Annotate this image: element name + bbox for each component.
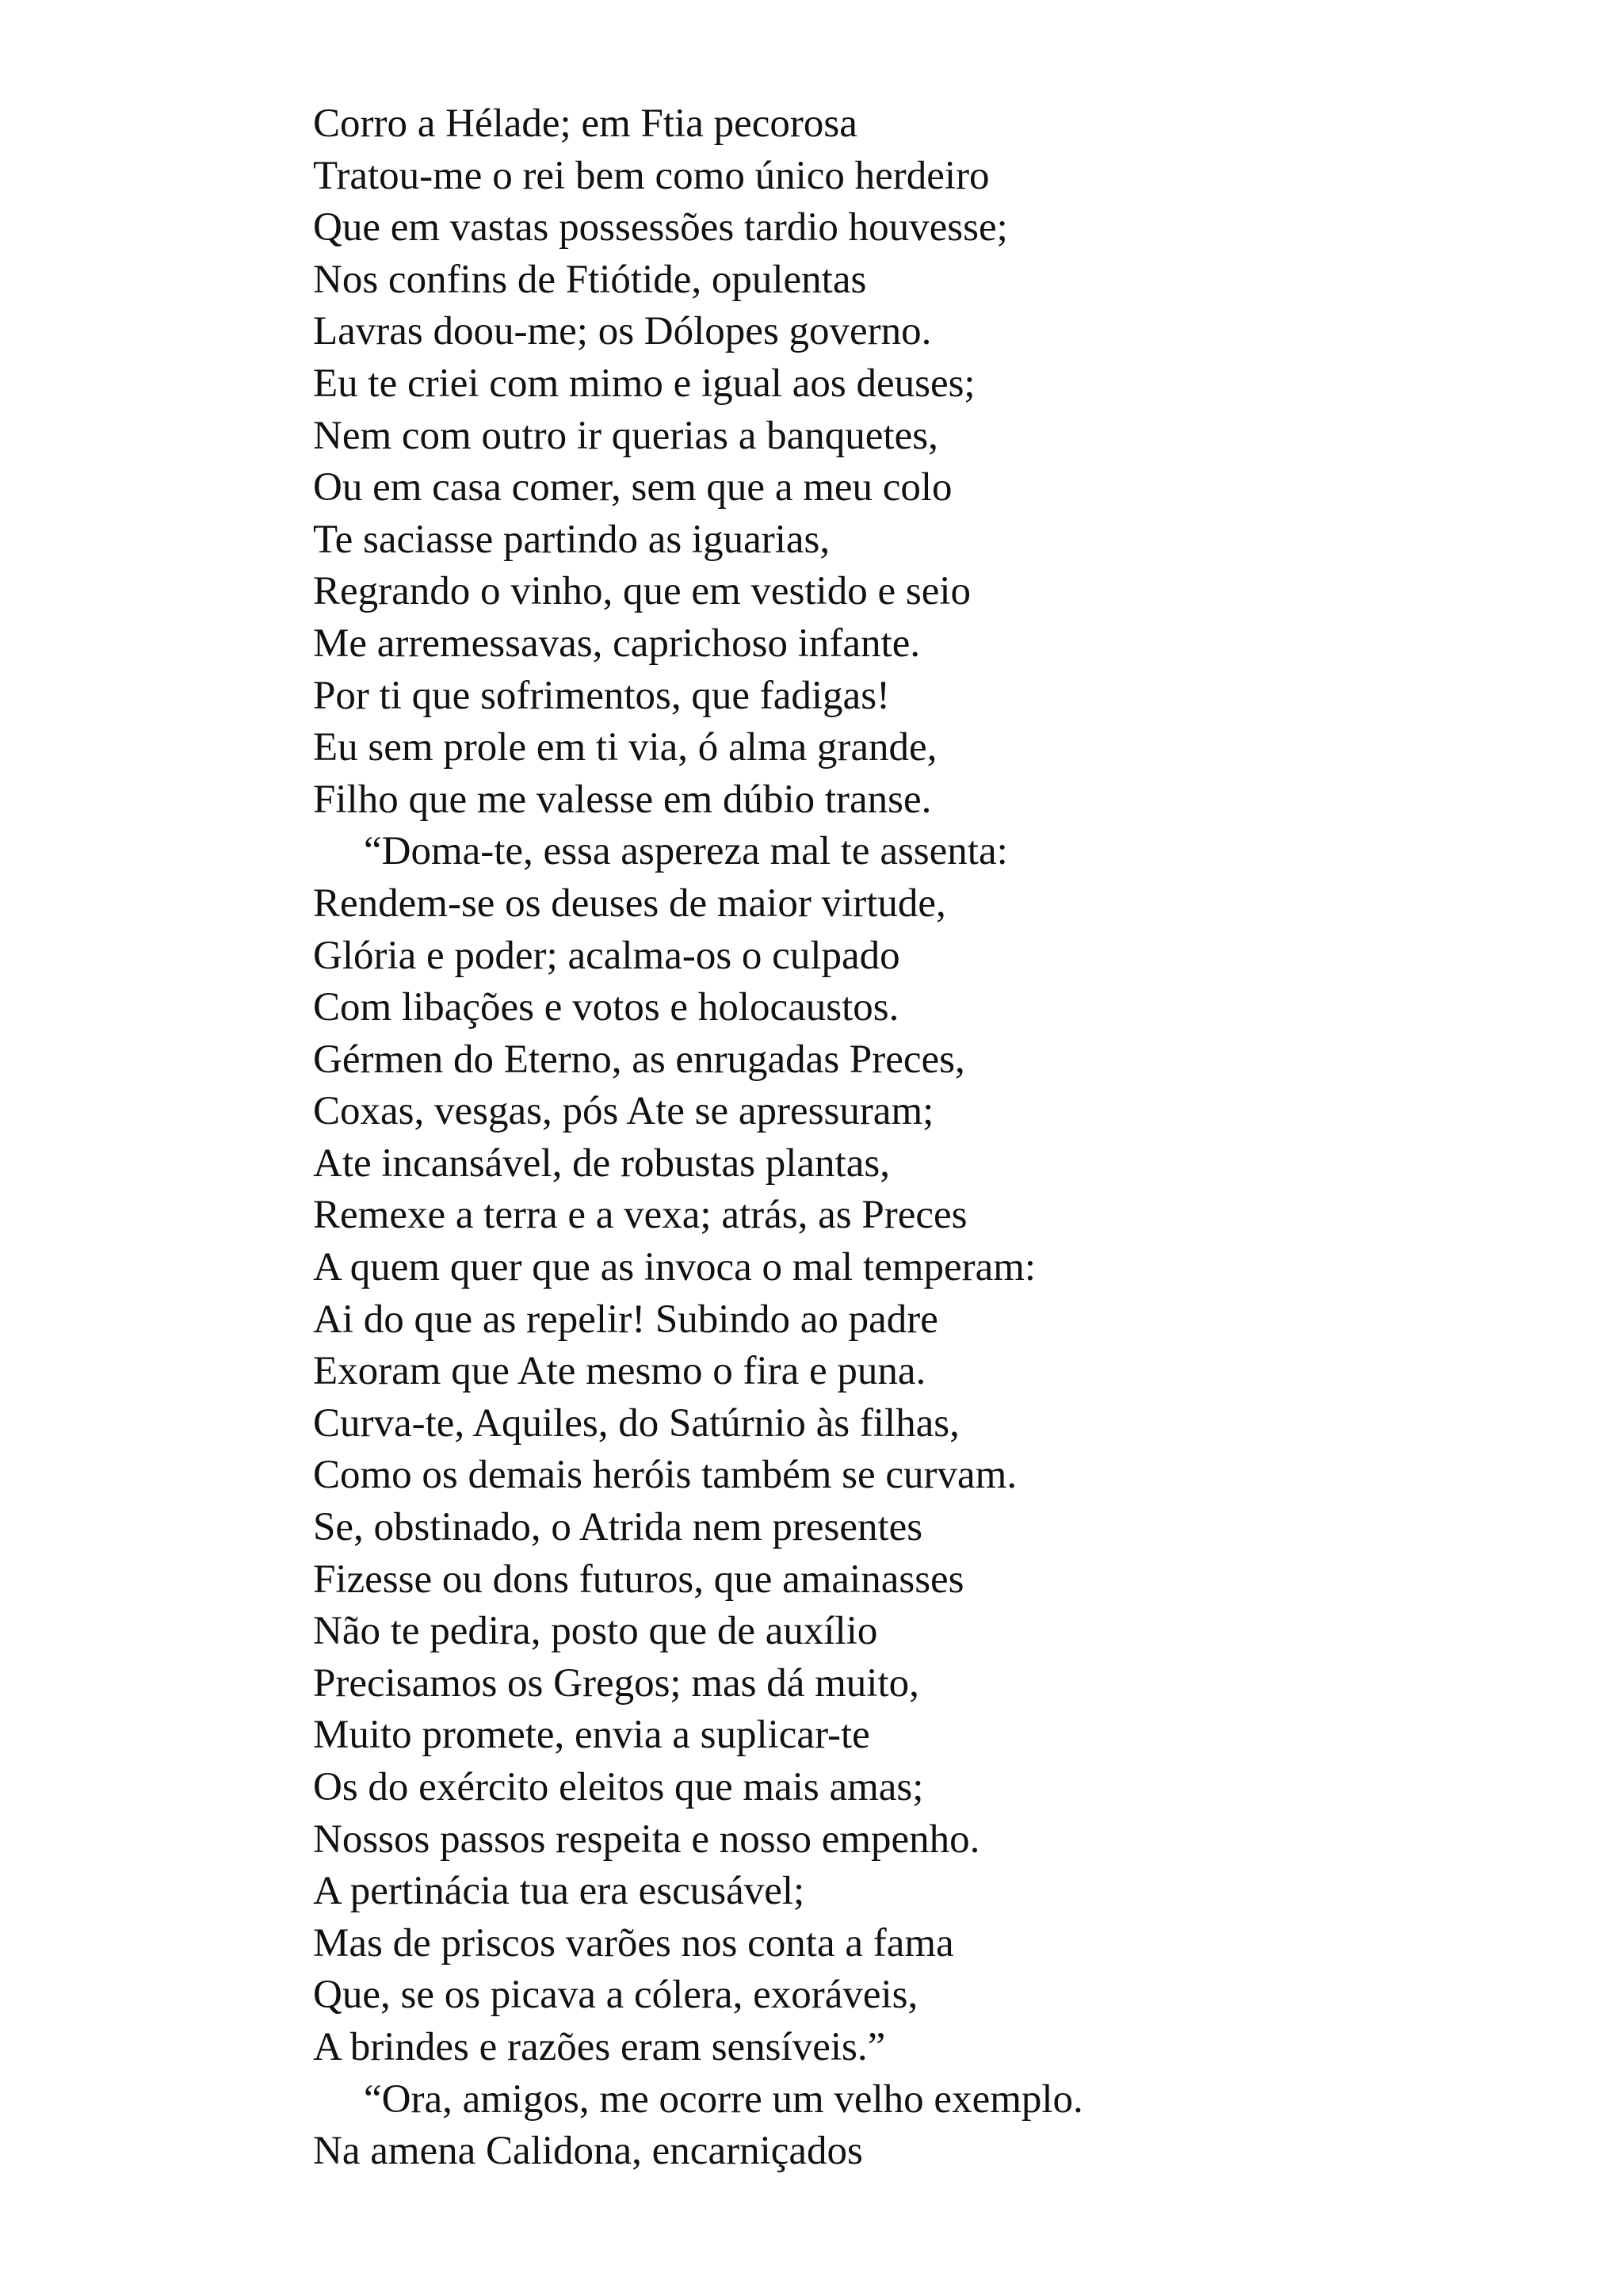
poem-line: Glória e poder; acalma-os o culpado — [313, 933, 900, 978]
poem-line: A quem quer que as invoca o mal temperam: — [313, 1245, 1037, 1290]
poem-line: Que em vastas possessões tardio houvesse; — [313, 205, 1008, 250]
poem-line: Os do exército eleitos que mais amas; — [313, 1765, 924, 1809]
poem-line: “Doma-te, essa aspereza mal te assenta: — [364, 829, 1008, 874]
poem-line: Coxas, vesgas, pós Ate se apressuram; — [313, 1089, 934, 1134]
poem-line: Nem com outro ir querias a banquetes, — [313, 413, 938, 458]
poem-line: Ou em casa comer, sem que a meu colo — [313, 465, 953, 510]
poem-line: Nossos passos respeita e nosso empenho. — [313, 1817, 980, 1862]
poem-line: Regrando o vinho, que em vestido e seio — [313, 569, 971, 614]
poem-line: A brindes e razões eram sensíveis.” — [313, 2024, 886, 2069]
poem-line: Muito promete, envia a suplicar-te — [313, 1713, 870, 1758]
poem-line: Curva-te, Aquiles, do Satúrnio às filhas, — [313, 1400, 960, 1446]
poem-line: Eu sem prole em ti via, ó alma grande, — [313, 725, 938, 770]
poem-line: Ate incansável, de robustas plantas, — [313, 1140, 890, 1186]
poem-line: Precisamos os Gregos; mas dá muito, — [313, 1660, 919, 1706]
poem-line: Nos confins de Ftiótide, opulentas — [313, 257, 867, 302]
poem-line: Ai do que as repelir! Subindo ao padre — [313, 1297, 938, 1342]
poem-line: Se, obstinado, o Atrida nem presentes — [313, 1505, 923, 1550]
poem-line: Gérmen do Eterno, as enrugadas Preces, — [313, 1037, 965, 1082]
poem-line: Remexe a terra e a vexa; atrás, as Preces — [313, 1193, 968, 1238]
poem-line: A pertinácia tua era escusável; — [313, 1869, 805, 1914]
poem-line: Com libações e votos e holocaustos. — [313, 985, 899, 1030]
poem-line: Rendem-se os deuses de maior virtude, — [313, 881, 946, 926]
poem-line: Na amena Calidona, encarniçados — [313, 2129, 863, 2174]
poem-line: Te saciasse partindo as iguarias, — [313, 517, 831, 562]
poem-line: Filho que me valesse em dúbio transe. — [313, 777, 932, 822]
poem-line: Que, se os picava a cólera, exoráveis, — [313, 1973, 918, 2018]
poem-line: Exoram que Ate mesmo o fira e puna. — [313, 1349, 926, 1394]
poem-line: Tratou-me o rei bem como único herdeiro — [313, 153, 990, 198]
poem-line: Eu te criei com mimo e igual aos deuses; — [313, 361, 976, 406]
poem-text — [313, 98, 1083, 2178]
poem-line: Corro a Hélade; em Ftia pecorosa — [313, 101, 857, 146]
poem-line: Lavras doou-me; os Dólopes governo. — [313, 309, 932, 354]
poem-line: Por ti que sofrimentos, que fadigas! — [313, 673, 891, 718]
poem-line: Me arremessavas, caprichoso infante. — [313, 621, 921, 666]
poem-line: Como os demais heróis também se curvam. — [313, 1453, 1018, 1498]
poem-line: Fizesse ou dons futuros, que amainasses — [313, 1557, 964, 1602]
poem-line: “Ora, amigos, me ocorre um velho exemplo. — [364, 2076, 1083, 2122]
poem-line: Não te pedira, posto que de auxílio — [313, 1609, 878, 1654]
poem-line: Mas de priscos varões nos conta a fama — [313, 1920, 954, 1966]
